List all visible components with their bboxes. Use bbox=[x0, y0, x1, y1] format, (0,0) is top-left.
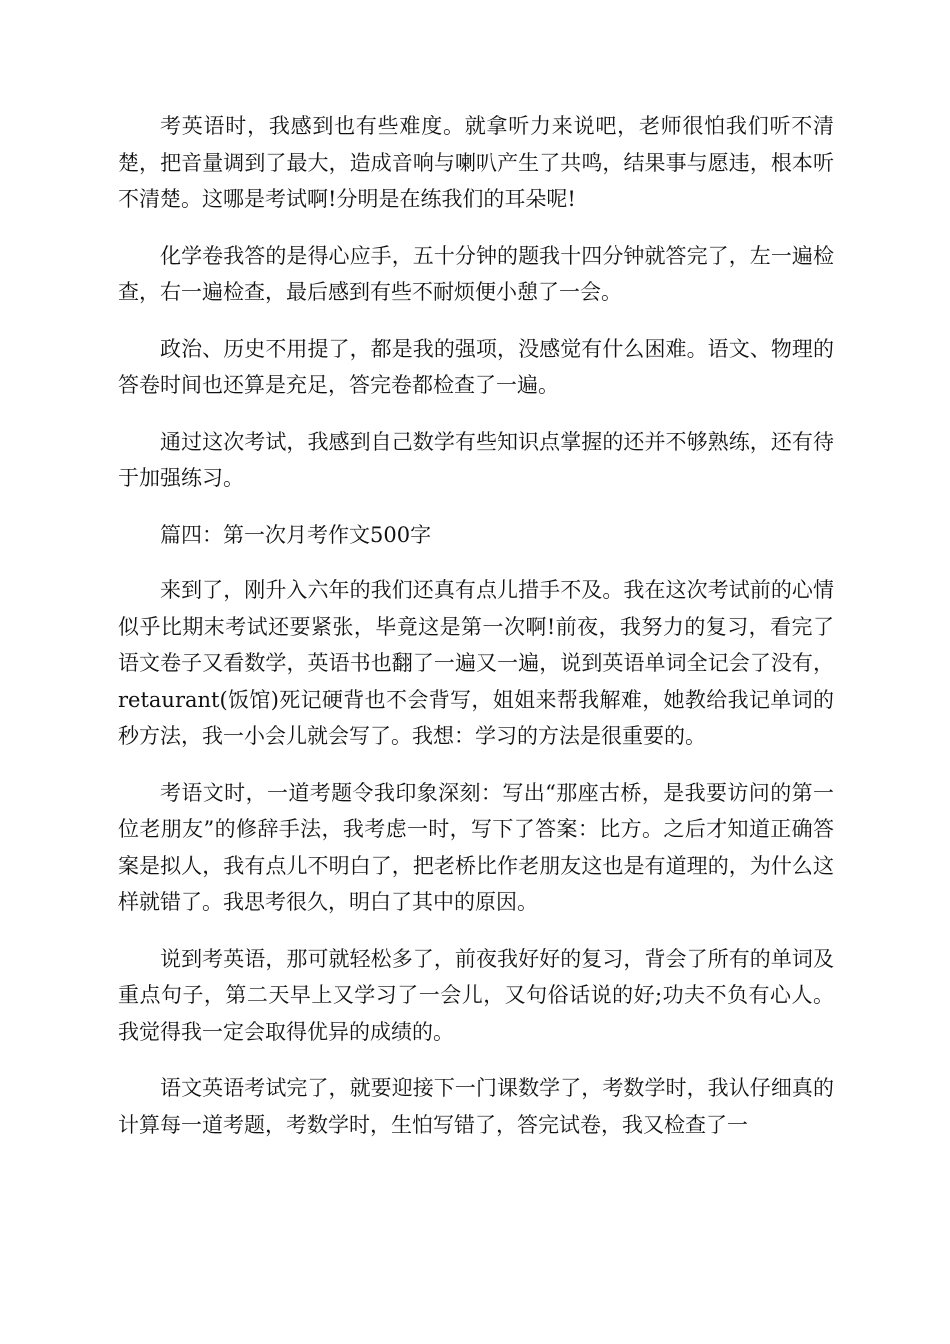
section-heading: 篇四：第一次月考作文500字 bbox=[160, 522, 432, 547]
document-page bbox=[118, 108, 834, 1163]
paragraph-english-review: 说到考英语，那可就轻松多了，前夜我好好的复习，背会了所有的单词及重点句子，第二天早上又学习了一会儿，又句俗话说的好;功夫不负有心人。我觉得我一定会取得优异的成绩的。 bbox=[118, 946, 834, 1044]
paragraph-chemistry-exam: 化学卷我答的是得心应手，五十分钟的题我十四分钟就答完了，左一遍检查，右一遍检查，最后感到有些不耐烦便小憩了一会。 bbox=[118, 243, 834, 304]
paragraph-politics-history: 政治、历史不用提了，都是我的强项，没感觉有什么困难。语文、物理的答卷时间也还算是充足，答完卷都检查了一遍。 bbox=[118, 336, 834, 397]
paragraph-math-exam: 语文英语考试完了，就要迎接下一门课数学了，考数学时，我认仔细真的计算每一道考题，考数学时，生怕写错了，答完试卷，我又检查了一 bbox=[118, 1076, 834, 1137]
paragraph-english-exam: 考英语时，我感到也有些难度。就拿听力来说吧，老师很怕我们听不清楚，把音量调到了最大，造成音响与喇叭产生了共鸣，结果事与愿违，根本听不清楚。这哪是考试啊!分明是在练我们的耳朵呢! bbox=[118, 114, 834, 211]
paragraph-chinese-exam: 考语文时，一道考题令我印象深刻：写出“那座古桥，是我要访问的第一位老朋友”的修辞手法，我考虑一时，写下了答案：比方。之后才知道正确答案是拟人，我有点儿不明白了，把老桥比作老朋友这也是有道理的，为什么这样就错了。我思考很久，明白了其中的原因。 bbox=[118, 780, 834, 914]
paragraph-conclusion: 通过这次考试，我感到自己数学有些知识点掌握的还并不够熟练，还有待于加强练习。 bbox=[118, 429, 834, 490]
paragraph-before-exam: 来到了，刚升入六年的我们还真有点儿措手不及。我在这次考试前的心情似乎比期末考试还要紧张，毕竟这是第一次啊!前夜，我努力的复习，看完了语文卷子又看数学，英语书也翻了一遍又一遍，说到英语单词全记会了没有，retaurant(饭馆)死记硬背也不会背写，姐姐来帮我解难，她教给我记单词的秒方法，我一小会儿就会写了。我想：学习的方法是很重要的。 bbox=[118, 578, 834, 748]
